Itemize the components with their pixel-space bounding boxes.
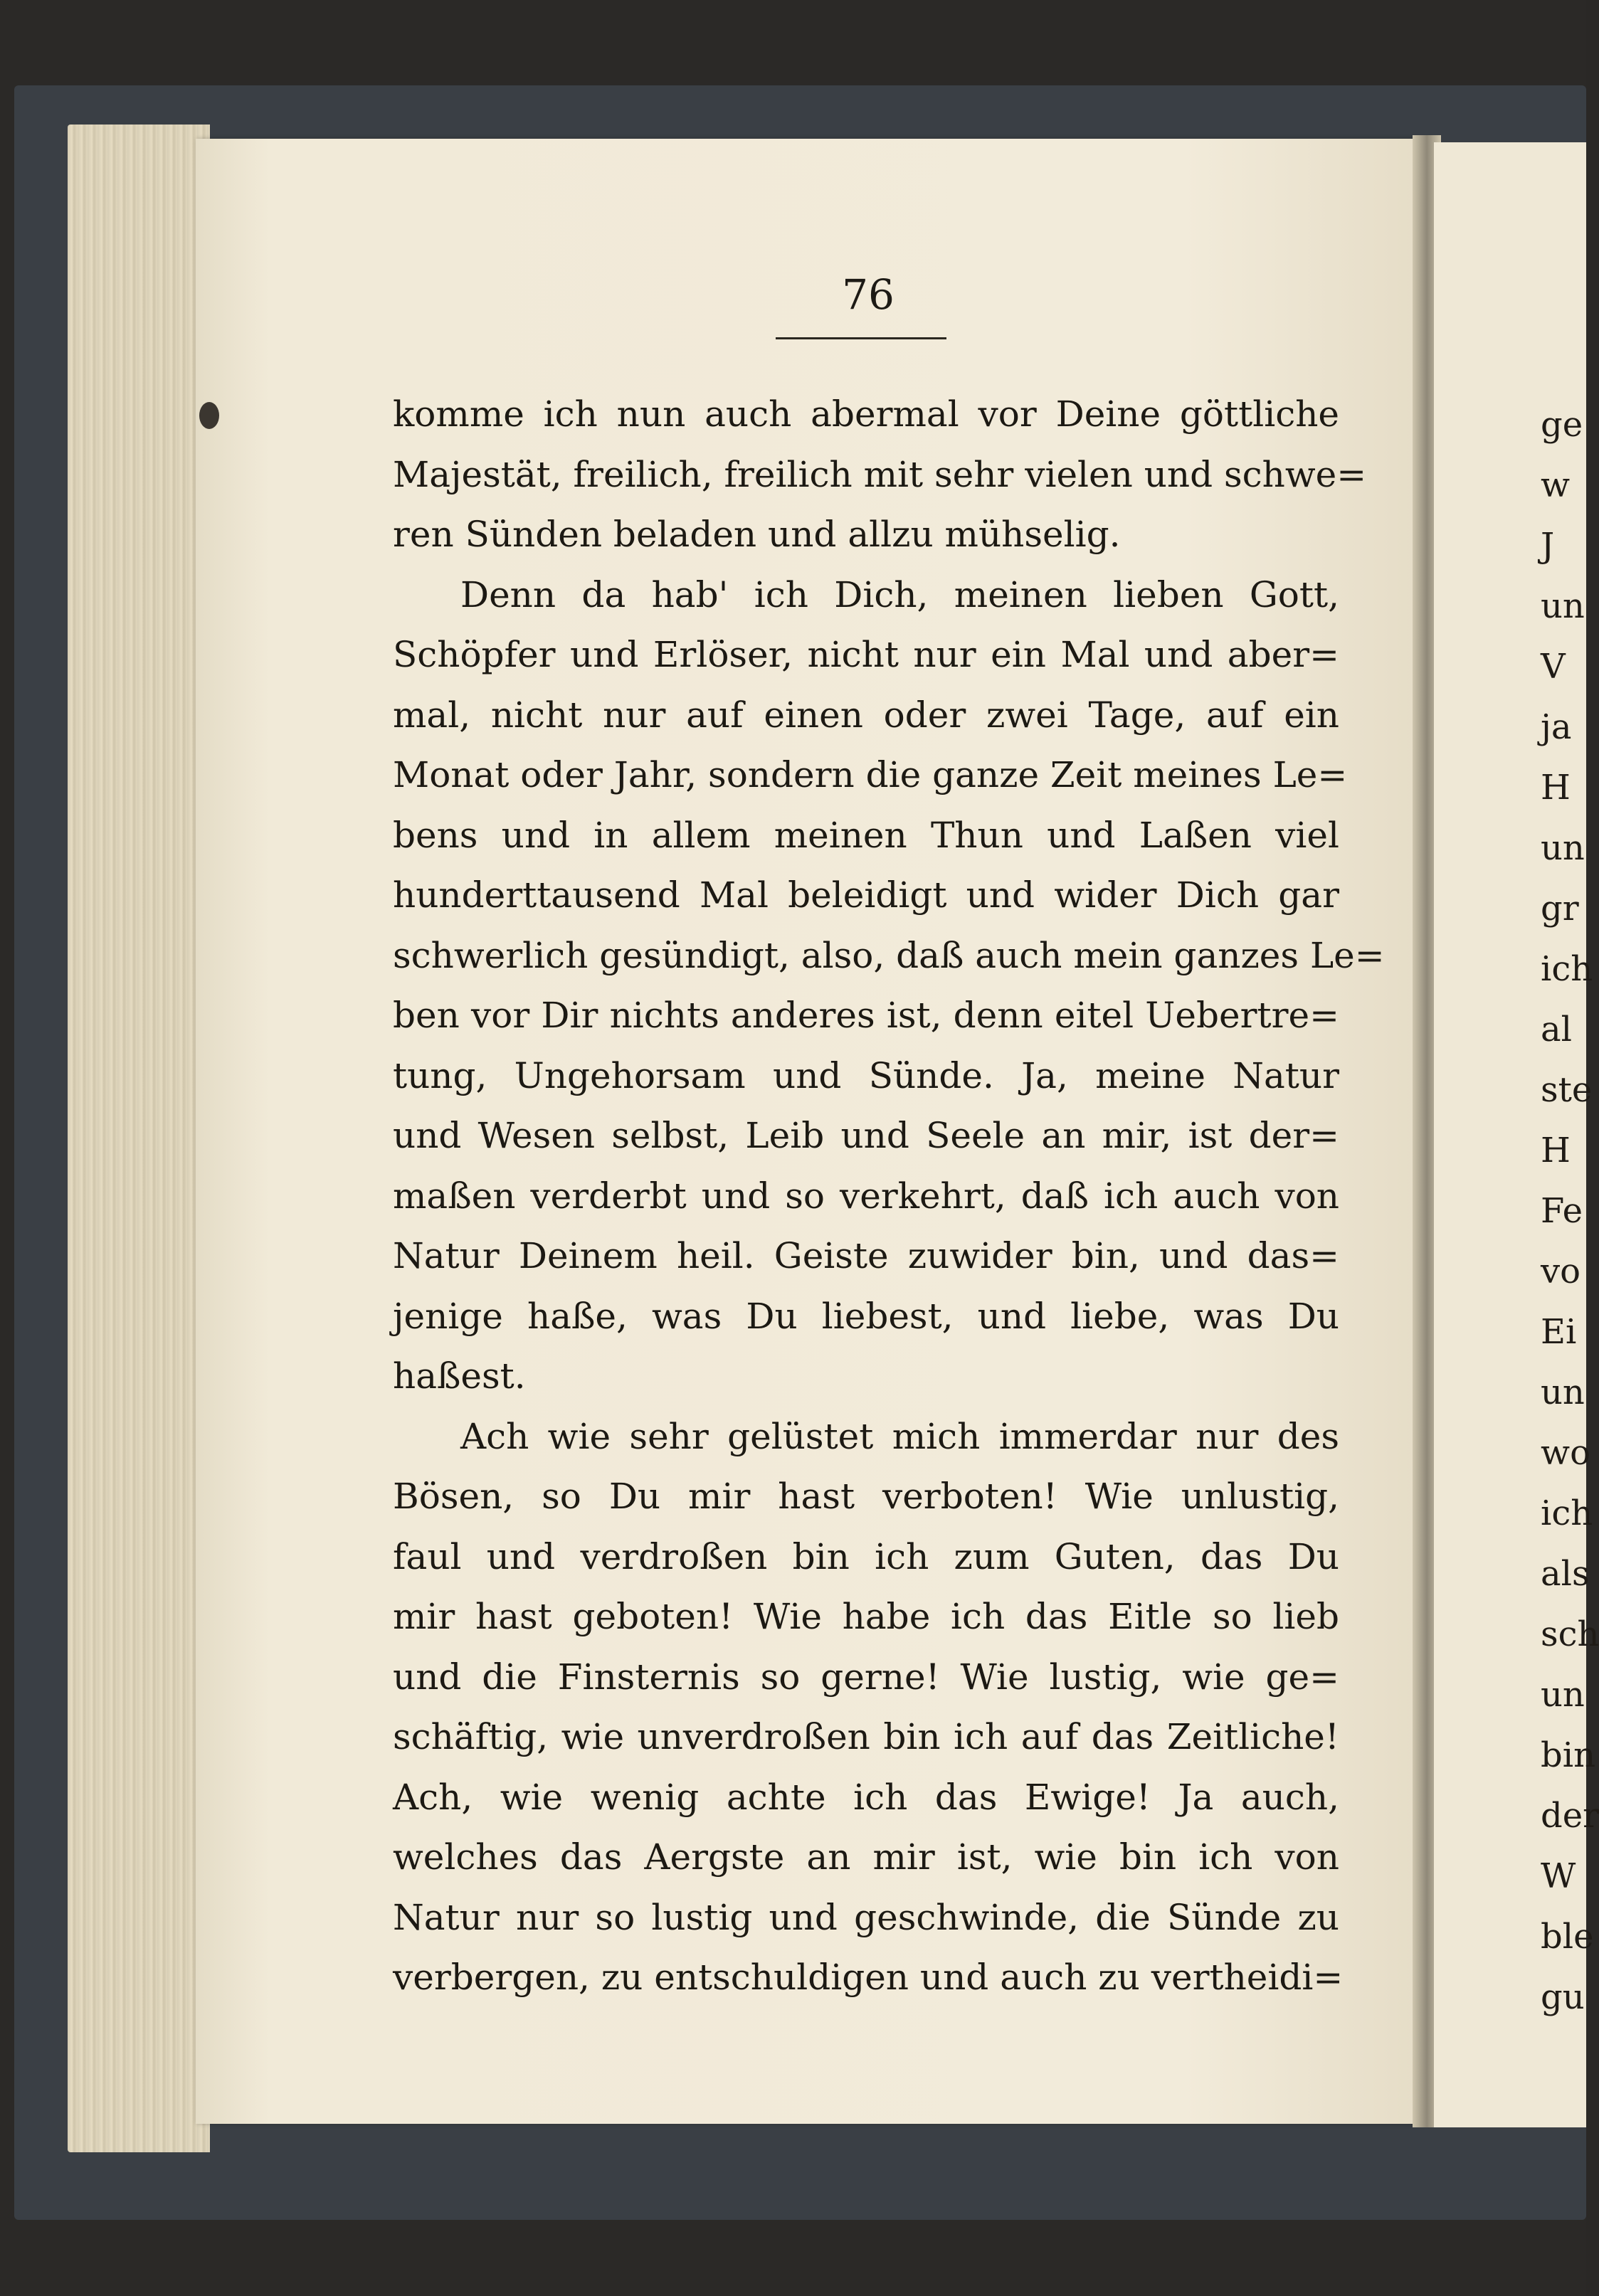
- page-number: 76: [842, 270, 895, 319]
- fragment: un: [1541, 1372, 1585, 1412]
- text-line: haßest.: [393, 1355, 526, 1397]
- fragment: un: [1541, 586, 1585, 626]
- text-line: Ach wie sehr gelüstet mich immerdar nur des: [460, 1415, 1339, 1457]
- fragment: un: [1541, 1675, 1585, 1715]
- text-line: welches das Aergste an mir ist, wie bin ich von: [393, 1836, 1339, 1878]
- fragment: J: [1541, 526, 1555, 566]
- body-text: [393, 384, 1385, 2008]
- text-line: verbergen, zu entschuldigen und auch zu vertheidi=: [393, 1957, 1344, 1998]
- text-line: Majestät, freilich, freilich mit sehr vielen und schwe=: [393, 453, 1367, 495]
- fragment: sch: [1541, 1614, 1599, 1654]
- text-line: Schöpfer und Erlöser, nicht nur ein Mal und aber=: [393, 634, 1339, 675]
- fragment: ble: [1541, 1917, 1594, 1957]
- fragment: gr: [1541, 889, 1579, 929]
- fragment: wo: [1541, 1433, 1590, 1473]
- text-line: Natur nur so lustig und geschwinde, die Sünde zu: [393, 1896, 1339, 1938]
- text-line: mir hast geboten! Wie habe ich das Eitle so lieb: [393, 1596, 1339, 1637]
- fragment: vo: [1541, 1252, 1581, 1291]
- fragment: H: [1541, 768, 1571, 808]
- fragment: ich: [1541, 1493, 1593, 1533]
- text-line: tung, Ungehorsam und Sünde. Ja, meine Natur: [393, 1054, 1339, 1096]
- text-line: Natur Deinem heil. Geiste zuwider bin, und das=: [393, 1235, 1339, 1276]
- fragment: der: [1541, 1796, 1599, 1836]
- text-line: Denn da hab' ich Dich, meinen lieben Gott,: [460, 573, 1339, 615]
- text-line: schwerlich gesündigt, also, daß auch mein ganzes Le=: [393, 934, 1385, 976]
- facing-page-fragments: [1541, 395, 1599, 2028]
- text-line: ren Sünden beladen und allzu mühselig.: [393, 514, 1121, 555]
- text-line: mal, nicht nur auf einen oder zwei Tage, auf ein: [393, 694, 1339, 736]
- page-number-rule: [776, 337, 946, 339]
- fragment: als: [1541, 1554, 1590, 1594]
- fragment: ste: [1541, 1070, 1593, 1110]
- text-line: und die Finsternis so gerne! Wie lustig, wie ge=: [393, 1656, 1339, 1698]
- fragment: Ei: [1541, 1312, 1577, 1352]
- text-line: und Wesen selbst, Leib und Seele an mir, ist der=: [393, 1115, 1339, 1156]
- fragment: al: [1541, 1010, 1572, 1049]
- text-line: ben vor Dir nichts anderes ist, denn eitel Uebertre=: [393, 995, 1339, 1036]
- text-line: Ach, wie wenig achte ich das Ewige! Ja auch,: [393, 1776, 1339, 1818]
- text-line: hunderttausend Mal beleidigt und wider Dich gar: [393, 874, 1339, 916]
- text-line: jenige haße, was Du liebest, und liebe, was Du: [393, 1295, 1339, 1337]
- fragment: un: [1541, 828, 1585, 868]
- text-line: Monat oder Jahr, sondern die ganze Zeit meines Le=: [393, 754, 1348, 795]
- fragment: V: [1541, 647, 1566, 687]
- text-line: schäftig, wie unverdroßen bin ich auf das Zeitliche!: [393, 1716, 1339, 1757]
- fragment: Fe: [1541, 1191, 1583, 1231]
- text-line: maßen verderbt und so verkehrt, daß ich auch von: [393, 1175, 1339, 1217]
- text-line: faul und verdroßen bin ich zum Guten, das Du: [393, 1535, 1339, 1577]
- page-edges: [68, 125, 210, 2152]
- fragment: bin: [1541, 1735, 1595, 1775]
- fragment: ge: [1541, 405, 1583, 445]
- text-line: Bösen, so Du mir hast verboten! Wie unlustig,: [393, 1476, 1339, 1517]
- fragment: ich: [1541, 949, 1593, 989]
- ink-spot: [199, 402, 219, 429]
- fragment: W: [1541, 1856, 1576, 1896]
- fragment: w: [1541, 465, 1571, 505]
- text-line: bens und in allem meinen Thun und Laßen viel: [393, 814, 1339, 856]
- text-line: komme ich nun auch abermal vor Deine göttliche: [393, 393, 1339, 435]
- fragment: H: [1541, 1131, 1571, 1170]
- fragment: ja: [1541, 707, 1572, 747]
- fragment: gu: [1541, 1977, 1585, 2017]
